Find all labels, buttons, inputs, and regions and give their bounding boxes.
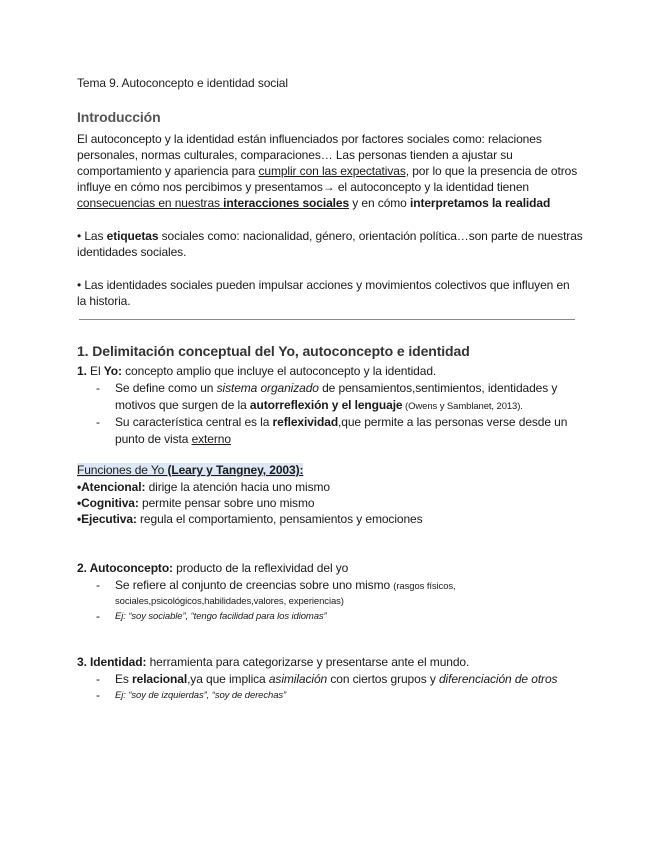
bold-text: 3. Identidad: [77, 655, 147, 669]
identity-example: Ej: “soy de izquierdas”, “soy de derechas” [115, 690, 287, 701]
bold-text: •Cognitiva: [77, 496, 139, 510]
yo-bullet-2-line-1 [115, 415, 567, 430]
text-span: sociales como: nacionalidad, género, orientación política…son parte de nuestras [158, 229, 583, 243]
text-span: punto de vista [115, 432, 192, 446]
italic-text: sistema organizado [216, 381, 319, 395]
text-span: permite pensar sobre uno mismo [138, 496, 315, 510]
section-3-heading [77, 655, 469, 670]
autoconcept-bullet-1-line-1 [115, 578, 456, 594]
bold-text: •Ejecutiva: [77, 512, 137, 526]
text-span: Es [115, 672, 133, 686]
function-cognitive [77, 496, 314, 511]
underlined-bold-text: interacciones sociales [223, 196, 350, 210]
text-span: dirige la atención hacia uno mismo [145, 480, 330, 494]
yo-bullet-1-line-1 [115, 381, 557, 396]
identity-bullet-1 [115, 672, 557, 687]
text-span: comportamiento y apariencia para [77, 164, 259, 178]
underlined-text: externo [191, 432, 231, 446]
text-span: y en cómo [349, 196, 410, 210]
list-dash: - [96, 672, 100, 686]
text-span: ,ya que implica [187, 672, 269, 686]
yo-bullet-1-line-2 [115, 398, 523, 414]
list-dash: - [96, 578, 100, 592]
functions-heading [77, 463, 303, 478]
highlighted-text: Funciones de Yo [77, 463, 168, 477]
autoconcept-bullet-1-line-2: sociales,psicológicos,habilidades,valores, experiencias) [115, 596, 344, 607]
bold-text: Yo: [103, 364, 122, 378]
bullet-identities-line-2: la historia. [77, 294, 131, 308]
bullet-labels-line-2: identidades sociales. [77, 245, 187, 259]
citation-text: (Owens y Samblanet, 2013). [402, 401, 523, 412]
intro-line-2: personales, normas culturales, comparaciones… Las personas tienden a ajustar su [77, 148, 513, 162]
bold-text: autorreflexión y el lenguaje [249, 398, 403, 412]
highlighted-citation: (Leary y Tangney, 2003): [167, 463, 304, 477]
bold-text: •Atencional: [77, 480, 146, 494]
intro-line-1: El autoconcepto y la identidad están influenciados por factores sociales como: relaciones [77, 132, 542, 146]
bullet-identities-line-1: • Las identidades sociales pueden impulsar acciones y movimientos colectivos que influyen en [77, 278, 570, 292]
text-span: por lo que la presencia de otros [408, 164, 578, 178]
intro-line-4: influye en cómo nos percibimos y presentamos→ el autoconcepto y la identidad tienen [77, 180, 529, 194]
text-span: producto de la reflexividad del yo [172, 561, 349, 575]
text-span: de pensamientos,sentimientos, identidades y [318, 381, 558, 395]
intro-line-5 [77, 196, 550, 211]
italic-text: asimilación [268, 672, 328, 686]
section-1-heading: 1. Delimitación conceptual del Yo, autoconcepto e identidad [77, 343, 470, 359]
function-executive [77, 512, 423, 527]
list-dash: - [96, 381, 100, 395]
bold-text: reflexividad [272, 415, 339, 429]
yo-definition [77, 364, 436, 379]
bold-text: etiquetas [106, 229, 159, 243]
text-span: ,que permite a las personas verse desde un [338, 415, 568, 429]
intro-line-3 [77, 164, 577, 179]
list-dash: - [96, 415, 100, 429]
text-span: • Las [77, 229, 107, 243]
list-dash: - [96, 609, 100, 623]
function-attentional [77, 480, 330, 495]
document-title: Tema 9. Autoconcepto e identidad social [77, 76, 288, 90]
bold-text: interpretamos la realidad [409, 196, 551, 210]
section-2-heading [77, 561, 348, 576]
intro-heading: Introducción [77, 109, 161, 125]
horizontal-divider [79, 319, 575, 320]
text-span: Su característica central es la [115, 415, 273, 429]
text-span: herramienta para categorizarse y presentarse ante el mundo. [146, 655, 470, 669]
text-span: El [86, 364, 104, 378]
yo-bullet-2-line-2 [115, 432, 231, 447]
text-span: concepto amplio que incluye el autoconcepto y la identidad. [121, 364, 437, 378]
bold-text: 2. Autoconcepto: [77, 561, 173, 575]
underlined-text: consecuencias en nuestras [77, 196, 224, 210]
text-span: Se define como un [115, 381, 217, 395]
autoconcept-example: Ej: “soy sociable”, “tengo facilidad para los idiomas” [115, 611, 327, 622]
bold-text: relacional [132, 672, 188, 686]
text-span: motivos que surgen de la [115, 398, 250, 412]
text-span: con ciertos grupos y [327, 672, 439, 686]
small-text: (rasgos físicos, [393, 581, 456, 592]
text-span: regula el comportamiento, pensamientos y emociones [136, 512, 423, 526]
underlined-text: cumplir con las expectativas, [258, 164, 409, 178]
list-number: 1. [77, 364, 87, 378]
bullet-labels-line-1 [77, 229, 583, 244]
list-dash: - [96, 688, 100, 702]
text-span: Se refiere al conjunto de creencias sobre uno mismo [115, 578, 394, 592]
italic-text: diferenciación de otros [438, 672, 558, 686]
